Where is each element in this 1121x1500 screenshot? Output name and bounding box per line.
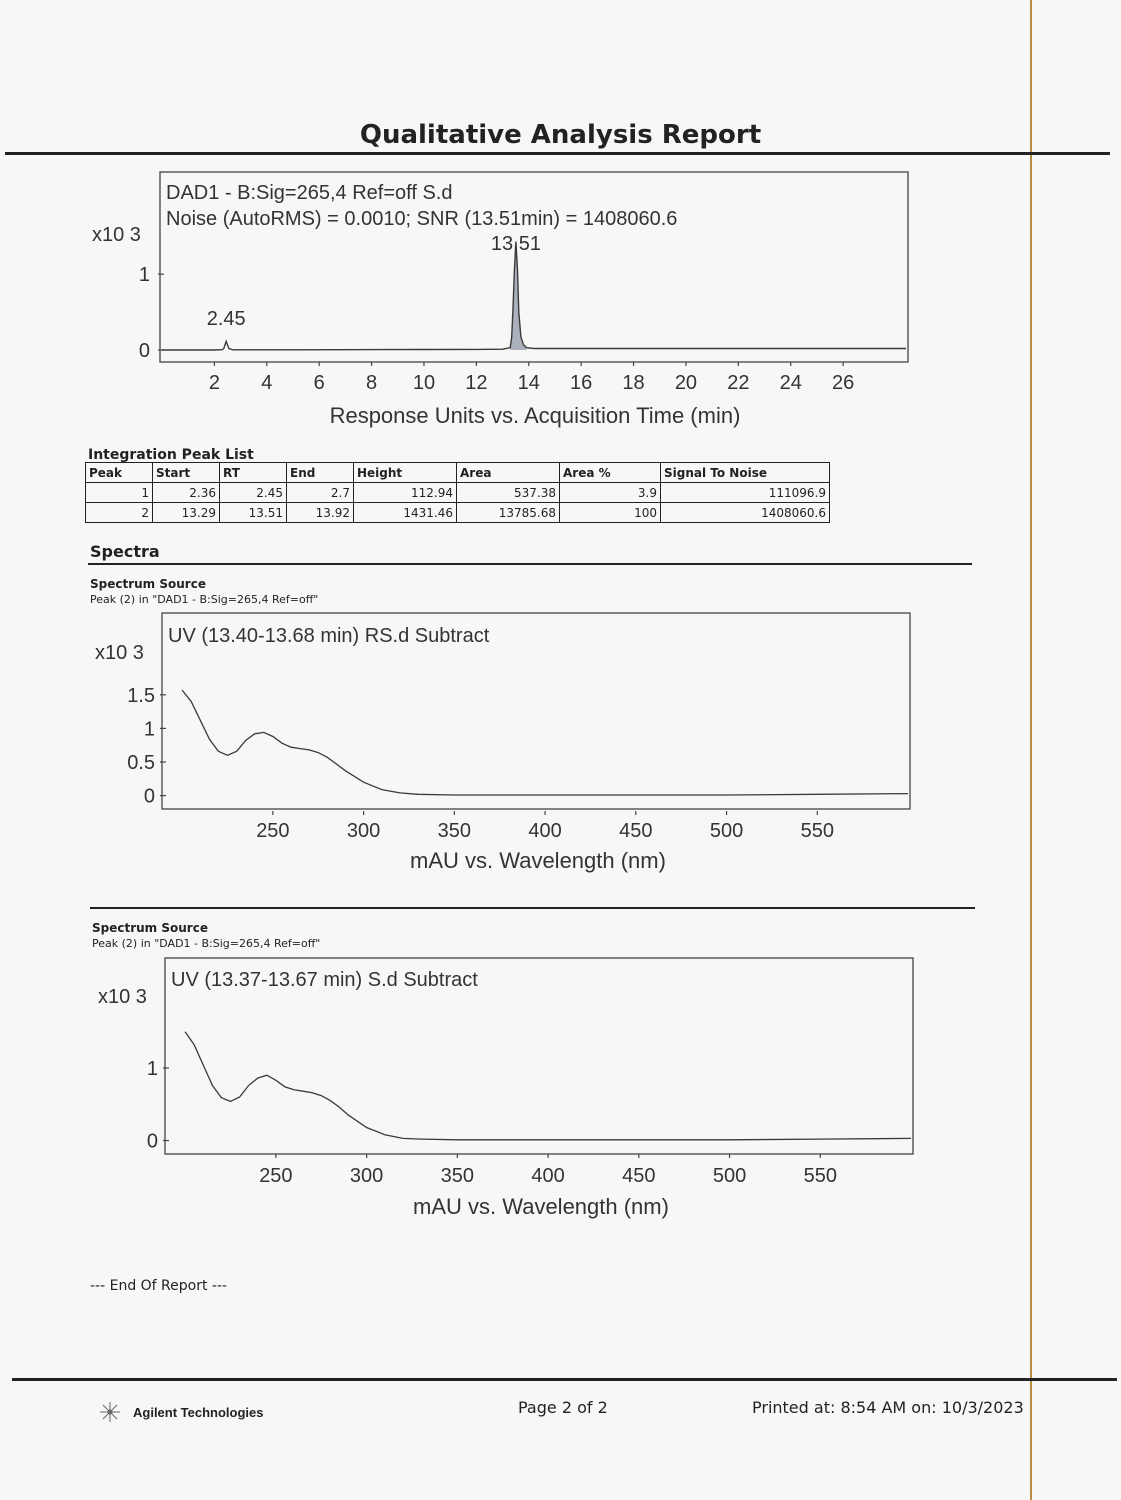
col-snr: Signal To Noise xyxy=(661,463,830,483)
cell-snr: 111096.9 xyxy=(661,483,830,503)
chart2-y-tick-label: 0.5 xyxy=(127,752,155,775)
chart1-annotations xyxy=(207,233,541,330)
cell-snr: 1408060.6 xyxy=(661,503,830,523)
spectrum-divider xyxy=(90,907,975,909)
chart3-x-tick-label: 500 xyxy=(712,1165,747,1187)
cell-start: 13.29 xyxy=(153,503,220,523)
chart3-x-tick-label: 300 xyxy=(349,1165,384,1187)
chart1-x-tick-label: 14 xyxy=(517,372,540,394)
table-header-row xyxy=(86,463,830,483)
page-number: Page 2 of 2 xyxy=(518,1398,608,1417)
chart1-series-line xyxy=(162,242,906,351)
chart2-y-tick-label: 1.5 xyxy=(127,684,155,707)
chart1-x-tick-label: 18 xyxy=(622,372,645,394)
chart2-x-tick-label: 450 xyxy=(619,820,653,842)
spectra-rule xyxy=(88,563,972,565)
chart3-y-tick-label: 0 xyxy=(146,1130,158,1153)
cell-height: 1431.46 xyxy=(354,503,457,523)
cell-start: 2.36 xyxy=(153,483,220,503)
cell-area: 537.38 xyxy=(457,483,560,503)
chart3-x-tick-label: 400 xyxy=(531,1165,565,1187)
chart1-x-axis xyxy=(209,362,854,394)
chart3-x-tick-label: 450 xyxy=(622,1165,656,1187)
end-of-report: --- End Of Report --- xyxy=(90,1278,228,1294)
cell-rt: 2.45 xyxy=(220,483,287,503)
chart1-y-tick-label: 1 xyxy=(138,264,150,287)
chart2-x-tick-label: 250 xyxy=(256,820,290,842)
col-rt: RT xyxy=(220,463,287,483)
integration-title: Integration Peak List xyxy=(88,447,254,463)
chart1-x-tick-label: 22 xyxy=(727,372,750,394)
chart2-y-tick-label: 1 xyxy=(143,718,155,741)
uv-spectrum-chart-1 xyxy=(95,613,910,873)
agilent-spark-icon xyxy=(95,1400,125,1424)
chart3-y-axis xyxy=(147,1058,169,1153)
company-logo xyxy=(95,1400,264,1424)
table-row xyxy=(86,503,830,523)
cell-peak: 2 xyxy=(86,503,153,523)
chart2-y-axis xyxy=(127,685,166,808)
chart2-x-tick-label: 500 xyxy=(709,820,744,842)
chart3-series-line xyxy=(185,1032,911,1140)
col-area-pct: Area % xyxy=(560,463,661,483)
spectrum-source-label-1: Spectrum Source xyxy=(90,577,206,591)
cell-end: 13.92 xyxy=(287,503,354,523)
chart3-x-tick-label: 250 xyxy=(259,1165,293,1187)
chart2-xlabel: mAU vs. Wavelength (nm) xyxy=(410,848,666,873)
chart2-x-tick-label: 400 xyxy=(528,820,562,842)
chart1-subtitle: Noise (AutoRMS) = 0.0010; SNR (13.51min) = 1408060.6 xyxy=(166,208,678,230)
chart1-x-tick-label: 26 xyxy=(832,372,855,394)
cell-area-pct: 100 xyxy=(560,503,661,523)
cell-rt: 13.51 xyxy=(220,503,287,523)
cell-end: 2.7 xyxy=(287,483,354,503)
cell-area-pct: 3.9 xyxy=(560,483,661,503)
cell-peak: 1 xyxy=(86,483,153,503)
peak-label: 13.51 xyxy=(490,233,541,255)
chart2-x-axis xyxy=(256,811,834,842)
chart2-x-tick-label: 550 xyxy=(800,820,834,842)
company-name: Agilent Technologies xyxy=(133,1404,264,1420)
spectrum-source-detail-2: Peak (2) in "DAD1 - B:Sig=265,4 Ref=off" xyxy=(92,937,321,950)
col-end: End xyxy=(287,463,354,483)
chart3-x-tick-label: 550 xyxy=(803,1165,837,1187)
chart1-x-tick-label: 20 xyxy=(674,372,698,394)
chart3-title: UV (13.37-13.67 min) S.d Subtract xyxy=(171,969,478,991)
chart1-x-tick-label: 4 xyxy=(261,372,273,394)
chart1-xlabel: Response Units vs. Acquisition Time (min) xyxy=(329,403,741,428)
chart3-xlabel: mAU vs. Wavelength (nm) xyxy=(413,1194,669,1219)
col-area: Area xyxy=(457,463,560,483)
col-start: Start xyxy=(153,463,220,483)
cell-height: 112.94 xyxy=(354,483,457,503)
chart3-multiplier: x10 3 xyxy=(98,986,147,1008)
chart1-x-tick-label: 2 xyxy=(208,372,220,394)
integration-peak-table xyxy=(85,462,830,523)
col-height: Height xyxy=(354,463,457,483)
chart2-x-tick-label: 350 xyxy=(437,820,472,842)
chart1-x-tick-label: 8 xyxy=(366,372,378,394)
chart2-multiplier: x10 3 xyxy=(95,642,144,664)
chart2-y-tick-label: 0 xyxy=(143,785,155,808)
chart3-x-axis xyxy=(259,1154,837,1187)
chromatogram-chart xyxy=(92,172,908,428)
table-row xyxy=(86,483,830,503)
spectra-heading: Spectra xyxy=(90,542,160,561)
chart1-x-tick-label: 12 xyxy=(465,372,488,394)
chart1-x-tick-label: 10 xyxy=(412,372,436,394)
chart1-multiplier: x10 3 xyxy=(92,224,141,246)
spectrum-source-detail-1: Peak (2) in "DAD1 - B:Sig=265,4 Ref=off" xyxy=(90,593,319,606)
chart3-x-tick-label: 350 xyxy=(440,1165,475,1187)
col-peak: Peak xyxy=(86,463,153,483)
chart2-x-tick-label: 300 xyxy=(346,820,381,842)
cell-area: 13785.68 xyxy=(457,503,560,523)
footer-rule xyxy=(12,1378,1117,1381)
uv-spectrum-chart-2 xyxy=(98,958,913,1219)
chart1-x-tick-label: 6 xyxy=(313,372,325,394)
chart3-y-tick-label: 1 xyxy=(146,1057,158,1080)
spectrum-source-label-2: Spectrum Source xyxy=(92,921,208,935)
chart1-x-tick-label: 16 xyxy=(570,372,593,394)
peak-label: 2.45 xyxy=(206,308,246,330)
printed-timestamp: Printed at: 8:54 AM on: 10/3/2023 xyxy=(752,1398,1024,1417)
report-title: Qualitative Analysis Report xyxy=(359,120,762,150)
chart2-title: UV (13.40-13.68 min) RS.d Subtract xyxy=(168,625,490,647)
chart2-series-line xyxy=(182,690,908,795)
chart1-x-tick-label: 24 xyxy=(779,372,802,394)
chart1-title: DAD1 - B:Sig=265,4 Ref=off S.d xyxy=(166,182,453,204)
chart1-y-tick-label: 0 xyxy=(138,340,150,362)
